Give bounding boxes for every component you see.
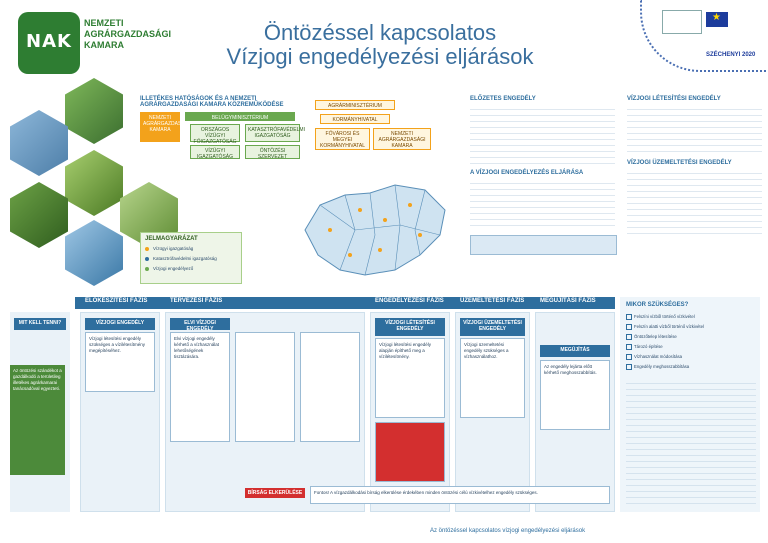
legend-title: JELMAGYARÁZAT bbox=[145, 236, 198, 242]
phase-3: ENGEDÉLYEZÉSI FÁZIS bbox=[375, 298, 444, 304]
card1-header: VÍZJOGI ENGEDÉLY bbox=[85, 318, 155, 330]
irrigation-image bbox=[10, 110, 68, 176]
card1: Vízjogi létesítési engedély szükséges a vízilétesítmény megépítéséhez. bbox=[85, 332, 155, 392]
checkbox-icon bbox=[626, 364, 632, 370]
funding-banner bbox=[640, 0, 768, 72]
legend-item-1: Vízügyi igazgatóság bbox=[153, 246, 194, 251]
left-green-panel: Az öntözési szándékot a gazdálkodó a területileg illetékes agrárkamarai tanácsadóval egyezteti. bbox=[10, 365, 65, 475]
card2c bbox=[300, 332, 360, 442]
card5-header: MEGÚJÍTÁS bbox=[540, 345, 610, 357]
checklist-title: MIKOR SZÜKSÉGES? bbox=[626, 302, 689, 308]
eu-flag-icon bbox=[706, 12, 728, 27]
bottom-note: Fontos! A vízgazdálkodási bírság elkerülése érdekében minden öntözési célú vízkivételhez engedély szükséges. bbox=[310, 486, 610, 504]
org-box-katasztrofa: KATASZTRÓFAVÉDELMI IGAZGATÓSÁG bbox=[245, 124, 300, 142]
phase-bar bbox=[75, 297, 615, 309]
government-logo bbox=[662, 10, 702, 34]
col3-text bbox=[627, 104, 762, 154]
legend-dot-icon bbox=[145, 257, 149, 261]
col3-title: VÍZJOGI LÉTESÍTÉSI ENGEDÉLY bbox=[627, 96, 721, 102]
crop-image bbox=[65, 150, 123, 216]
col4-text bbox=[627, 168, 762, 238]
page-title-line1: Öntözéssel kapcsolatos bbox=[263, 20, 497, 45]
checklist-item: Öntözőtelep létesítése bbox=[626, 334, 677, 340]
org-box-note: ÖNTÖZÉSI SZERVEZET bbox=[245, 145, 300, 159]
nak-logo: NAK bbox=[18, 12, 80, 74]
card2b bbox=[235, 332, 295, 442]
footer-text: Az öntözéssel kapcsolatos vízjogi engedélyezési eljárások bbox=[430, 528, 586, 534]
sprinkler-image bbox=[10, 182, 68, 248]
col4-title: VÍZJOGI ÜZEMELTETÉSI ENGEDÉLY bbox=[627, 160, 732, 166]
org-box-ministry: BELÜGYMINISZTÉRIUM bbox=[185, 112, 295, 121]
col2-text bbox=[470, 178, 615, 228]
phase-1: ELŐKÉSZÍTÉSI FÁZIS bbox=[85, 298, 148, 304]
checklist-item: Vízhasználat módosítása bbox=[626, 354, 682, 360]
org-box-nak2: NEMZETI AGRÁRGAZDASÁGI KAMARA bbox=[373, 128, 431, 150]
checkbox-icon bbox=[626, 314, 632, 320]
card2-header: ELVI VÍZJOGI ENGEDÉLY bbox=[170, 318, 230, 330]
org-box-nak: NEMZETI AGRÁRGAZDASÁGI KAMARA bbox=[140, 112, 180, 142]
card4-header: VÍZJOGI ÜZEMELTETÉSI ENGEDÉLY bbox=[460, 318, 525, 336]
org-box-vizugy: VÍZÜGYI IGAZGATÓSÁG bbox=[190, 145, 240, 159]
legend-item-3: Vízjogi engedélyező bbox=[153, 266, 194, 271]
card3-header: VÍZJOGI LÉTESÍTÉSI ENGEDÉLY bbox=[375, 318, 445, 336]
legend-dot-icon bbox=[145, 267, 149, 271]
checkbox-icon bbox=[626, 334, 632, 340]
col1-title: ELŐZETES ENGEDÉLY bbox=[470, 96, 536, 102]
szechenyi-label: SZÉCHENYI 2020 bbox=[706, 52, 756, 58]
org-box-agrar: AGRÁRMINISZTÉRIUM bbox=[315, 100, 395, 110]
checklist-item: Felszíni vízből történő vízkivétel bbox=[626, 314, 695, 320]
checklist-item: Tározó építése bbox=[626, 344, 663, 350]
red-label: BÍRSÁG ELKERÜLÉSE bbox=[245, 488, 305, 498]
red-warning-card bbox=[375, 422, 445, 482]
logo-text: NEMZETI AGRÁRGAZDASÁGI KAMARA bbox=[84, 18, 171, 50]
phase-4: ÜZEMELTETÉSI FÁZIS bbox=[460, 298, 525, 304]
col2-title: A VÍZJOGI ENGEDÉLYEZÉS ELJÁRÁSA bbox=[470, 170, 584, 176]
phase-2: TERVEZÉSI FÁZIS bbox=[170, 298, 223, 304]
checklist-item: Engedély meghosszabbítása bbox=[626, 364, 689, 370]
legend bbox=[140, 232, 242, 284]
col1-text bbox=[470, 104, 615, 164]
org-box-kormanyhivatal: KORMÁNYHIVATAL bbox=[320, 114, 390, 124]
page-title-line2: Vízjogi engedélyezési eljárások bbox=[226, 44, 534, 69]
checkbox-icon bbox=[626, 354, 632, 360]
org-box-ovf: ORSZÁGOS VÍZÜGYI FŐIGAZGATÓSÁG bbox=[190, 124, 240, 142]
card4: Vízjogi üzemeltetési engedély szükséges a vízhasználathoz. bbox=[460, 338, 525, 418]
org-box-megyei: FŐVÁROSI ÉS MEGYEI KORMÁNYHIVATAL bbox=[315, 128, 370, 150]
checkbox-icon bbox=[626, 324, 632, 330]
checklist-more-text bbox=[626, 378, 756, 508]
card2: Elvi vízjogi engedély kérhető a vízhasználat lehetőségének tisztázására. bbox=[170, 332, 230, 442]
left-panel-header: MIT KELL TENNI? bbox=[14, 318, 66, 330]
org-header: ILLETÉKES HATÓSÁGOK ÉS A NEMZETI AGRÁRGAZDASÁGI KAMARA KÖZREMŰKÖDÉSE bbox=[140, 96, 284, 108]
col2-note bbox=[470, 235, 617, 255]
card3: Vízjogi létesítési engedély alapján építhető meg a vízilétesítmény. bbox=[375, 338, 445, 418]
checkbox-icon bbox=[626, 344, 632, 350]
field-image bbox=[65, 78, 123, 144]
card5: Az engedély lejárta előtt kérhető meghosszabbítás. bbox=[540, 360, 610, 430]
checklist-item: Felszín alatti vízből történő vízkivétel bbox=[626, 324, 704, 330]
legend-dot-icon bbox=[145, 247, 149, 251]
water-image bbox=[65, 220, 123, 286]
legend-item-2: Katasztrófavédelmi igazgatóság bbox=[153, 256, 217, 261]
phase-5: MEGÚJÍTÁSI FÁZIS bbox=[540, 298, 596, 304]
hungary-map bbox=[300, 175, 450, 285]
